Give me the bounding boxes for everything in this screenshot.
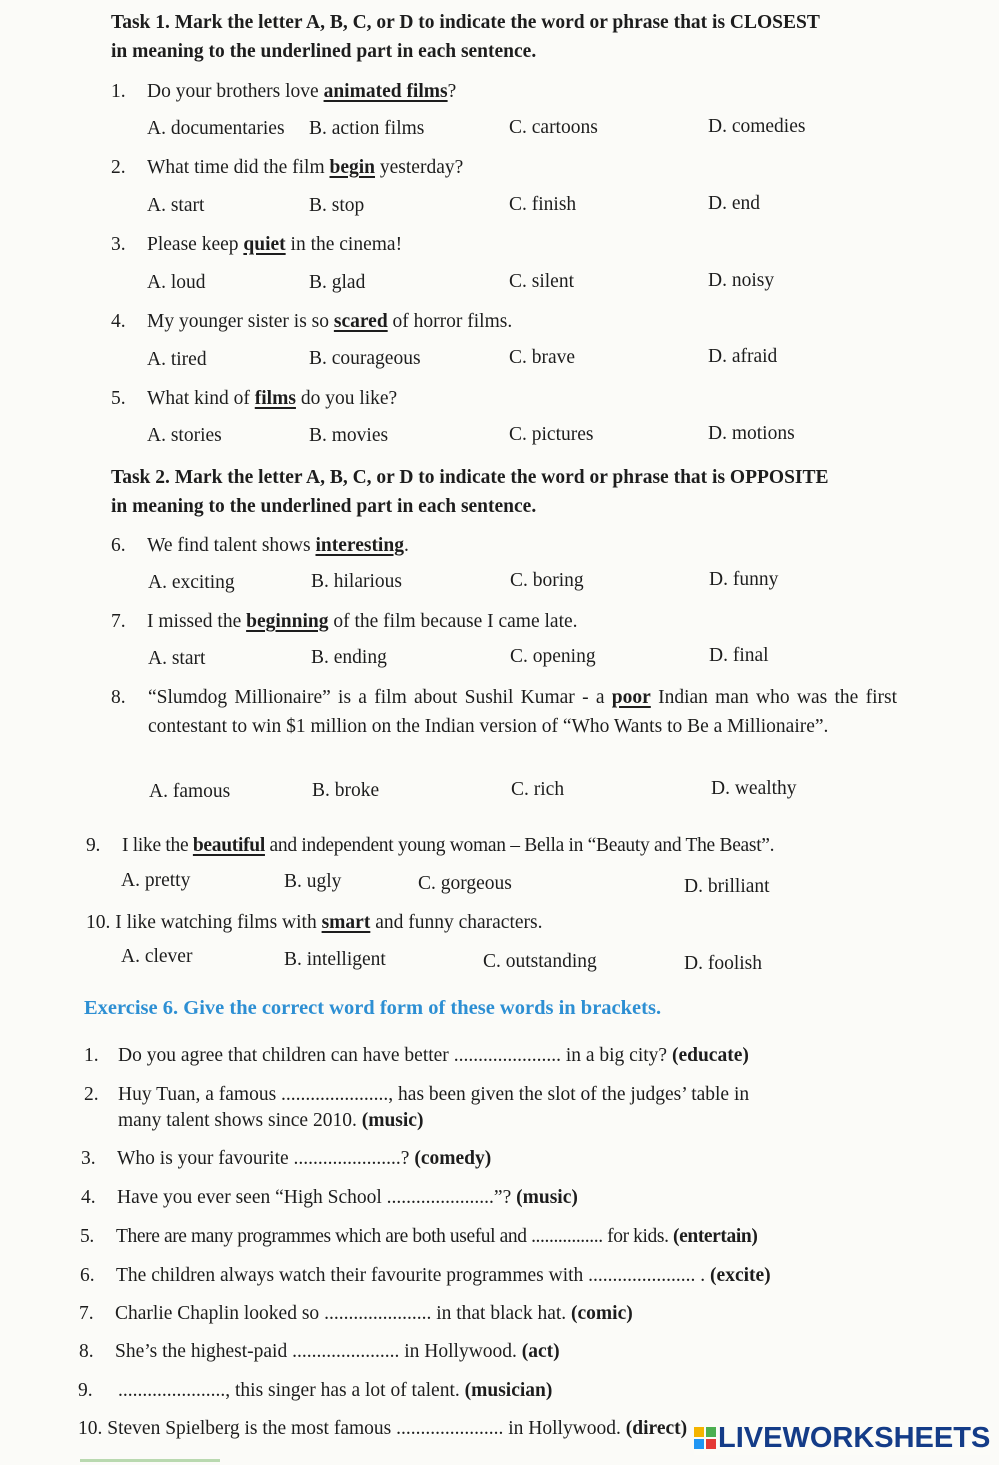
exercise-item-7: 7. Charlie Chaplin looked so ...................... in that black hat. (comic) xyxy=(79,1303,633,1324)
option-c[interactable]: C. boring xyxy=(510,570,584,591)
option-a[interactable]: A. start xyxy=(147,195,205,216)
option-a[interactable]: A. pretty xyxy=(121,870,191,891)
exercise-item-6: 6. The children always watch their favourite programmes with ...................... . (excite) xyxy=(80,1265,771,1286)
word-hint: (comedy) xyxy=(414,1148,492,1169)
word-hint: (act) xyxy=(521,1341,560,1362)
word-hint: (direct) xyxy=(625,1418,688,1439)
liveworksheets-logo[interactable]: LIVEWORKSHEETS xyxy=(694,1422,990,1455)
word-hint: (music) xyxy=(361,1110,424,1131)
exercise-item-2-cont: many talent shows since 2010. (music) xyxy=(118,1110,424,1131)
question-9: 9. I like the beautiful and independent young woman – Bella in “Beauty and The Beast”. xyxy=(86,835,775,856)
question-6: 6. We find talent shows interesting. xyxy=(111,535,409,556)
answer-blank[interactable]: ...................... xyxy=(118,1380,226,1401)
option-b[interactable]: B. intelligent xyxy=(284,949,386,970)
option-b[interactable]: B. courageous xyxy=(309,348,421,369)
task2-heading-line2: in meaning to the underlined part in each sentence. xyxy=(111,496,537,517)
exercise-item-9: 9. ......................, this singer has a lot of talent. (musician) xyxy=(78,1380,553,1401)
option-a[interactable]: A. stories xyxy=(147,425,222,446)
option-d[interactable]: D. final xyxy=(709,645,769,666)
exercise-item-4: 4. Have you ever seen “High School ......................”? (music) xyxy=(81,1187,578,1208)
word-hint: (excite) xyxy=(710,1265,771,1286)
answer-blank[interactable]: ...................... xyxy=(293,1148,401,1169)
question-2: 2. What time did the film begin yesterday? xyxy=(111,157,464,178)
exercise-item-3: 3. Who is your favourite ......................? (comedy) xyxy=(81,1148,492,1169)
option-b[interactable]: B. broke xyxy=(312,780,380,801)
option-c[interactable]: C. silent xyxy=(509,271,575,292)
keyword-underlined: quiet xyxy=(243,234,286,255)
answer-blank[interactable]: ...................... xyxy=(386,1187,494,1208)
option-d[interactable]: D. afraid xyxy=(708,346,778,367)
option-a[interactable]: A. documentaries xyxy=(147,118,285,139)
word-hint: (entertain) xyxy=(673,1226,758,1247)
question-1: 1. Do your brothers love animated films? xyxy=(111,81,457,102)
option-b[interactable]: B. ending xyxy=(311,647,387,668)
liveworksheets-logo-icon xyxy=(694,1424,716,1446)
option-a[interactable]: A. famous xyxy=(149,781,231,802)
option-b[interactable]: B. hilarious xyxy=(311,571,402,592)
question-10: 10. I like watching films with smart and funny characters. xyxy=(86,912,543,933)
option-b[interactable]: B. action films xyxy=(309,118,425,139)
answer-blank[interactable]: ...................... xyxy=(396,1418,504,1439)
option-b[interactable]: B. ugly xyxy=(284,871,342,892)
word-hint: (educate) xyxy=(671,1045,749,1066)
option-c[interactable]: C. finish xyxy=(509,194,577,215)
exercise-item-10: 10. Steven Spielberg is the most famous ...................... in Hollywood. (direct) xyxy=(78,1418,688,1439)
word-hint: (music) xyxy=(516,1187,578,1208)
option-a[interactable]: A. loud xyxy=(147,272,206,293)
option-a[interactable]: A. tired xyxy=(147,349,207,370)
answer-blank[interactable]: ................ xyxy=(531,1226,603,1247)
option-c[interactable]: C. pictures xyxy=(509,424,594,445)
keyword-underlined: beginning xyxy=(246,611,329,632)
keyword-underlined: poor xyxy=(611,687,651,708)
option-d[interactable]: D. wealthy xyxy=(711,778,797,799)
exercise-item-8: 8. She’s the highest-paid ...................... in Hollywood. (act) xyxy=(79,1341,560,1362)
answer-blank[interactable]: ...................... xyxy=(588,1265,696,1286)
keyword-underlined: begin xyxy=(329,157,376,178)
option-a[interactable]: A. exciting xyxy=(148,572,235,593)
question-5: 5. What kind of films do you like? xyxy=(111,388,398,409)
option-c[interactable]: C. brave xyxy=(509,347,576,368)
option-d[interactable]: D. end xyxy=(708,193,760,214)
task1-heading-line1: Task 1. Mark the letter A, B, C, or D to indicate the word or phrase that is CLOSEST xyxy=(111,12,820,33)
option-d[interactable]: D. brilliant xyxy=(684,876,770,897)
keyword-underlined: scared xyxy=(333,311,388,332)
option-d[interactable]: D. noisy xyxy=(708,270,775,291)
answer-blank[interactable]: ...................... xyxy=(281,1084,389,1105)
question-3: 3. Please keep quiet in the cinema! xyxy=(111,234,403,255)
keyword-underlined: beautiful xyxy=(192,835,265,856)
option-c[interactable]: C. rich xyxy=(511,779,565,800)
task2-heading-line1: Task 2. Mark the letter A, B, C, or D to indicate the word or phrase that is OPPOSITE xyxy=(111,467,829,488)
keyword-underlined: interesting xyxy=(315,535,404,556)
option-b[interactable]: B. movies xyxy=(309,425,389,446)
option-a[interactable]: A. start xyxy=(148,648,206,669)
option-c[interactable]: C. gorgeous xyxy=(418,873,512,894)
option-c[interactable]: C. opening xyxy=(510,646,596,667)
keyword-underlined: smart xyxy=(321,912,371,933)
option-a[interactable]: A. clever xyxy=(121,946,193,967)
question-8: 8. “Slumdog Millionaire” is a film about Sushil Kumar - a poor Indian man who was the first contestant to win $1 million on the Indian version of “Who Wants to Be a Millionaire”. xyxy=(111,687,897,737)
option-d[interactable]: D. motions xyxy=(708,423,795,444)
option-c[interactable]: C. outstanding xyxy=(483,951,597,972)
option-c[interactable]: C. cartoons xyxy=(509,117,598,138)
option-b[interactable]: B. glad xyxy=(309,272,366,293)
keyword-underlined: films xyxy=(254,388,296,409)
exercise-item-1: 1. Do you agree that children can have better ...................... in a big city? (educate) xyxy=(84,1045,749,1066)
keyword-underlined: animated films xyxy=(323,81,448,102)
option-d[interactable]: D. comedies xyxy=(708,116,806,137)
question-4: 4. My younger sister is so scared of horror films. xyxy=(111,311,513,332)
exercise6-title: Exercise 6. Give the correct word form of these words in brackets. xyxy=(84,997,662,1019)
option-d[interactable]: D. funny xyxy=(709,569,779,590)
answer-blank[interactable]: ...................... xyxy=(292,1341,400,1362)
option-d[interactable]: D. foolish xyxy=(684,953,762,974)
answer-blank[interactable]: ...................... xyxy=(324,1303,432,1324)
answer-blank[interactable]: ...................... xyxy=(453,1045,561,1066)
option-b[interactable]: B. stop xyxy=(309,195,365,216)
bottom-decoration-line xyxy=(80,1459,220,1462)
task1-heading-line2: in meaning to the underlined part in each sentence. xyxy=(111,41,537,62)
word-hint: (comic) xyxy=(571,1303,633,1324)
question-7: 7. I missed the beginning of the film because I came late. xyxy=(111,611,578,632)
exercise-item-5: 5. There are many programmes which are both useful and ................ for kids. (entertain) xyxy=(80,1226,758,1247)
exercise-item-2: 2. Huy Tuan, a famous ......................, has been given the slot of the judges’ table in xyxy=(84,1084,750,1105)
word-hint: (musician) xyxy=(464,1380,553,1401)
